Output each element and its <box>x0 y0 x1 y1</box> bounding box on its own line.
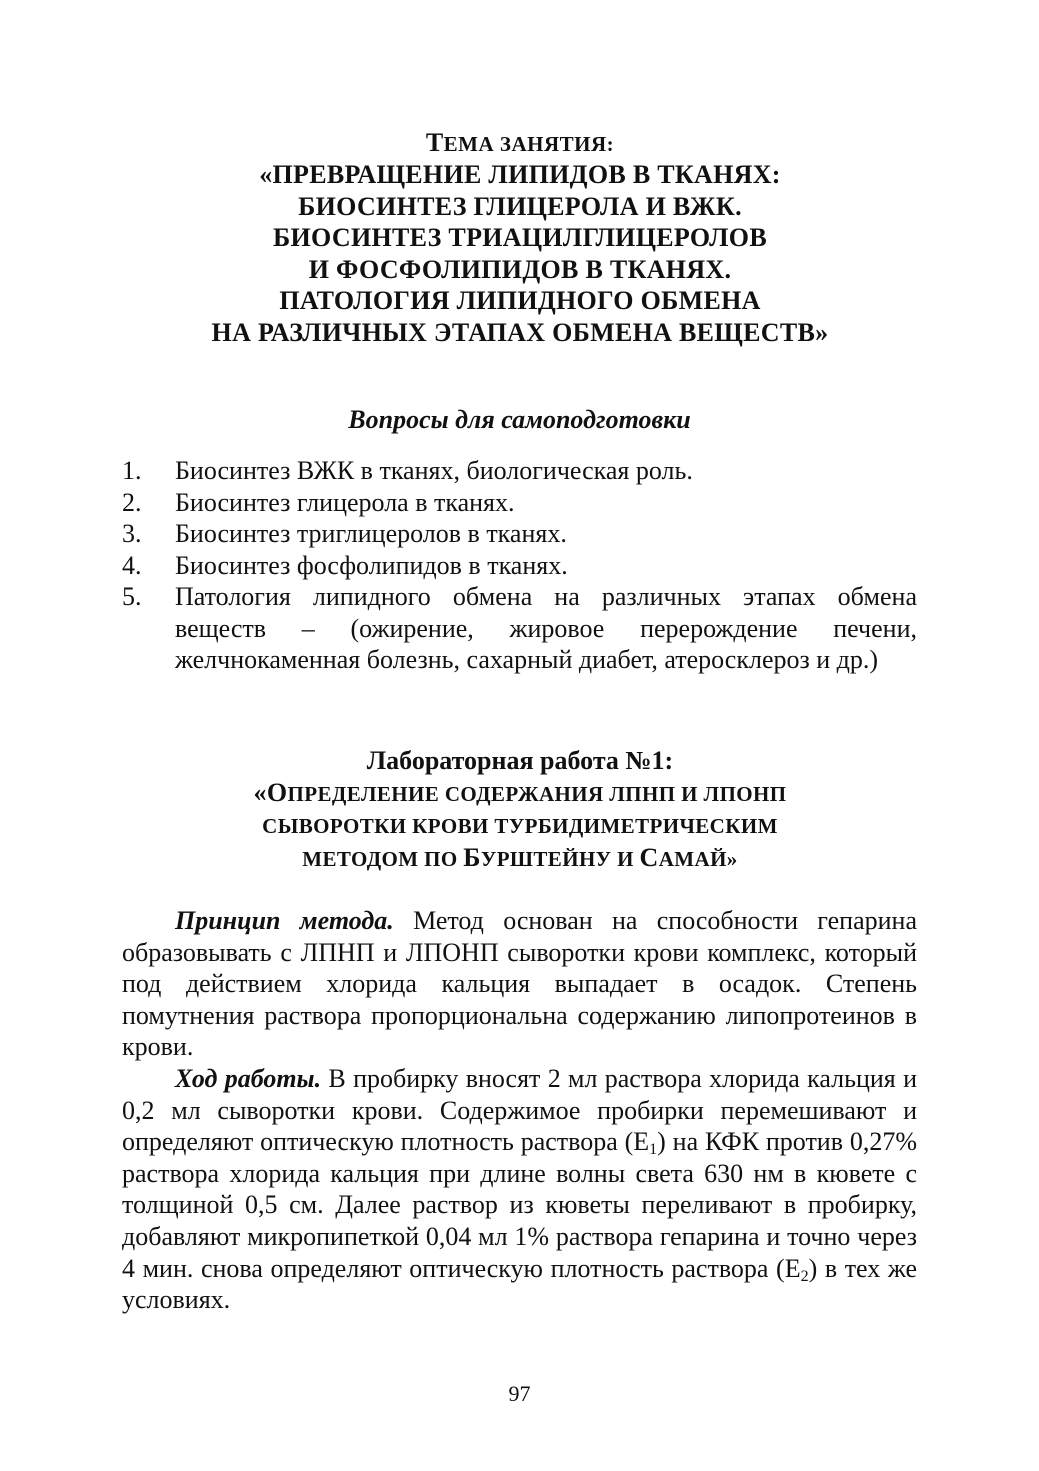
questions-list <box>122 455 917 676</box>
topic-title-block <box>80 128 960 348</box>
list-item-number: 3. <box>122 519 142 548</box>
procedure-lead: Ход работы. <box>175 1063 322 1093</box>
list-item <box>122 550 917 582</box>
lab-work-title-block <box>80 745 960 876</box>
topic-title-line: «ПРЕВРАЩЕНИЕ ЛИПИДОВ В ТКАНЯХ: <box>259 160 781 189</box>
topic-title-line: И ФОСФОЛИПИДОВ В ТКАНЯХ. <box>308 254 732 284</box>
list-item-number: 4. <box>122 550 142 580</box>
list-item-text: Биосинтез фосфолипидов в тканях. <box>175 550 568 580</box>
list-item-text: Биосинтез глицерола в тканях. <box>175 487 515 517</box>
lab-work-title: Лабораторная работа №1: <box>366 746 674 775</box>
lab-work-subtitle-line: СЫВОРОТКИ КРОВИ ТУРБИДИМЕТРИЧЕСКИМ <box>262 813 778 838</box>
lab-work-body <box>122 905 917 1316</box>
topic-title-line: НА РАЗЛИЧНЫХ ЭТАПАХ ОБМЕНА ВЕЩЕСТВ» <box>211 317 829 347</box>
procedure-paragraph: Ход работы. В пробирку вносят 2 мл раствора хлорида кальция и 0,2 мл сыворотки крови. Содержимое пробирки перемешивают и определяют оптическую плотность раствора $(Е_1)$ на КФК против 0,27% раствора хлорида кальция при длине волны света 630 нм в кювете с толщиной 0,5 см. Далее раствор из кюветы переливают в пробирку, добавляют микропипеткой 0,04 мл 1% раствора гепарина и точно через 4 мин. снова определяют оптическую плотность раствора $(Е_2)$ в тех же условиях. <box>122 1063 918 1315</box>
topic-title-line: ПАТОЛОГИЯ ЛИПИДНОГО ОБМЕНА <box>279 286 761 315</box>
lab-work-subtitle-line: «ОПРЕДЕЛЕНИЕ СОДЕРЖАНИЯ ЛПНП И ЛПОНП <box>253 778 787 807</box>
lab-work-subtitle-line: МЕТОДОМ ПО БУРШТЕЙНУ И САМАЙ» <box>302 843 738 872</box>
list-item <box>122 455 917 487</box>
page-number: 97 <box>508 1381 531 1406</box>
list-item-number: 1. <box>122 456 142 485</box>
topic-label: ТЕМА ЗАНЯТИЯ: <box>425 128 615 157</box>
list-item-text: Биосинтез триглицеролов в тканях. <box>175 519 567 548</box>
list-item-number: 5. <box>122 582 142 611</box>
principle-lead: Принцип метода. <box>175 906 394 935</box>
list-item-number: 2. <box>122 487 142 517</box>
list-item <box>122 581 917 676</box>
topic-title-line: БИОСИНТЕЗ ГЛИЦЕРОЛА И ВЖК. <box>298 191 742 221</box>
list-item-text: Патология липидного обмена на различных этапах обмена веществ – (ожирение, жировое перерождение печени, желчнокаменная болезнь, сахарный диабет, атеросклероз и др.) <box>175 582 917 674</box>
list-item <box>122 518 917 550</box>
topic-title-line: БИОСИНТЕЗ ТРИАЦИЛГЛИЦЕРОЛОВ <box>273 223 767 252</box>
list-item <box>122 487 917 519</box>
questions-heading: Вопросы для самоподготовки <box>348 405 691 434</box>
list-item-text: Биосинтез ВЖК в тканях, биологическая роль. <box>175 456 693 485</box>
principle-paragraph: Принцип метода. Метод основан на способности гепарина образовывать с ЛПНП и ЛПОНП сыворотки крови комплекс, который под действием хлорида кальция выпадает в осадок. Степень помутнения раствора пропорциональна содержанию липопротеинов в крови. <box>122 906 917 1062</box>
